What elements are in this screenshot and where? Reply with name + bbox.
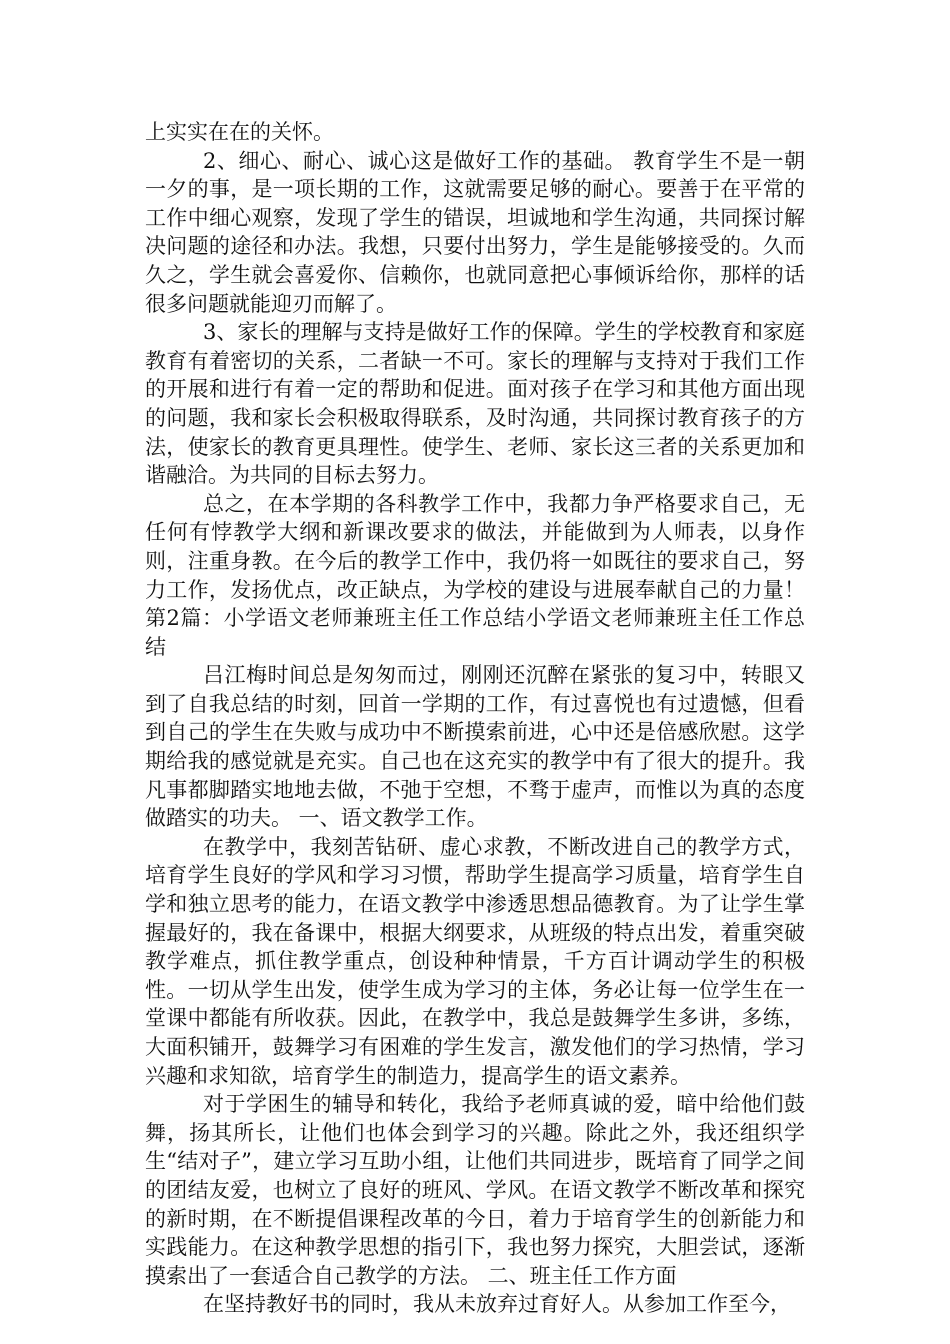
paragraph-struggling-students: 对于学困生的辅导和转化，我给予老师真诚的爱，暗中给他们鼓舞，扬其所长，让他们也体会到学习的兴趣。除此之外，我还组织学生“结对子”，建立学习互助小组，让他们共同进步，既培育了同学之间的团结友爱，也树立了良好的班风、学风。在语文教学不断改革和探究的新时期，在不断提倡课程改革的今日，着力于培育学生的创新能力和实践能力。在这种教学思想的指引下，我也努力探究，大胆尝试，逐渐摸索出了一套适合自己教学的方法。 二、班主任工作方面 xyxy=(145,1092,805,1288)
paragraph-continuation: 上实实在在的关怀。 xyxy=(145,120,334,144)
document-body xyxy=(145,118,805,1319)
paragraph-teaching-work: 在教学中，我刻苦钻研、虚心求教，不断改进自己的教学方式，培育学生良好的学风和学习习惯，帮助学生提高学习质量，培育学生自学和独立思考的能力，在语文教学中渗透思想品德教育。为了让学生掌握最好的，我在备课中，根据大纲要求，从班级的特点出发，着重突破教学难点，抓住教学重点，创设种种情景，千方百计调动学生的积极性。一切从学生出发，使学生成为学习的主体，务必让每一位学生在一堂课中都能有所收获。因此，在教学中，我总是鼓舞学生多讲，多练，大面积铺开，鼓舞学习有困难的学生发言，激发他们的学习热情，学习兴趣和求知欲，培育学生的制造力，提高学生的语文素养。 xyxy=(145,834,805,1088)
paragraph-intro-second-article: 吕江梅时间总是匆匆而过，刚刚还沉醉在紧张的复习中，转眼又到了自我总结的时刻，回首一学期的工作，有过喜悦也有过遗憾，但看到自己的学生在失败与成功中不断摸索前进，心中还是倍感欣慰。这学期给我的感觉就是充实。自己也在这充实的教学中有了很大的提升。我凡事都脚踏实地地去做，不弛于空想，不骛于虚声，而惟以为真的态度做踏实的功夫。 一、语文教学工作。 xyxy=(145,663,805,831)
paragraph-parent-support: 3、家长的理解与支持是做好工作的保障。学生的学校教育和家庭教育有着密切的关系，二者缺一不可。家长的理解与支持对于我们工作的开展和进行有着一定的帮助和促进。面对孩子在学习和其他方面出现的问题，我和家长会积极取得联系，及时沟通，共同探讨教育孩子的方法，使家长的教育更具理性。使学生、老师、家长这三者的关系更加和谐融洽。为共同的目标去努力。 xyxy=(145,320,805,488)
paragraph-patience: 2、细心、耐心、诚心这是做好工作的基础。 教育学生不是一朝一夕的事，是一项长期的工作，这就需要足够的耐心。要善于在平常的工作中细心观察，发现了学生的错误，坦诚地和学生沟通，共同探讨解决问题的途径和办法。我想，只要付出努力，学生是能够接受的。久而久之，学生就会喜爱你、信赖你，也就同意把心事倾诉给你，那样的话很多问题就能迎刃而解了。 xyxy=(145,148,805,316)
paragraph-class-teacher: 在坚持教好书的同时，我从未放弃过育好人。从参加工作至今， xyxy=(203,1292,791,1317)
paragraph-summary: 总之，在本学期的各科教学工作中，我都力争严格要求自己，无任何有悖教学大纲和新课改要求的做法，并能做到为人师表，以身作则，注重身教。在今后的教学工作中，我仍将一如既往的要求自己，努力工作，发扬优点，改正缺点，为学校的建设与进展奉献自己的力量！第2篇：小学语文老师兼班主任工作总结小学语文老师兼班主任工作总结 xyxy=(145,491,805,659)
